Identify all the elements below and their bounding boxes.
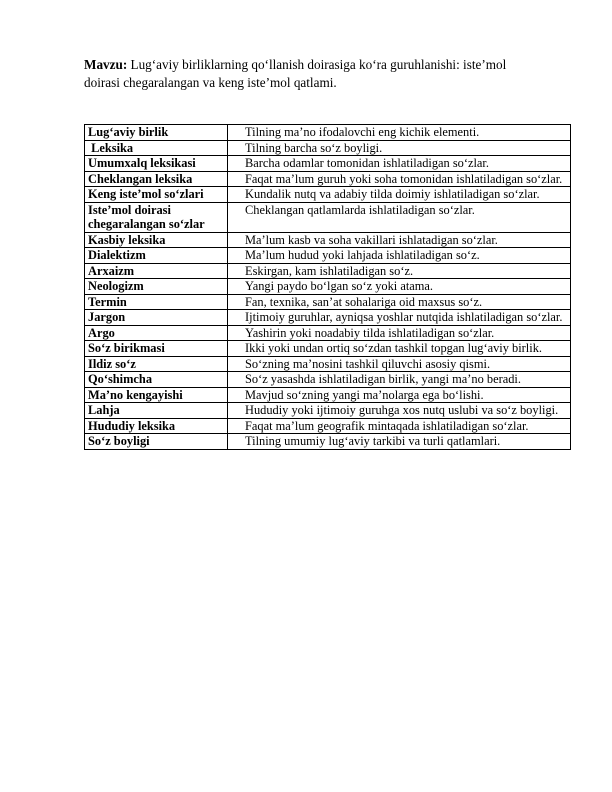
term-cell: Cheklangan leksika (85, 171, 228, 187)
term-cell: Termin (85, 294, 228, 310)
term-cell: Ildiz so‘z (85, 356, 228, 372)
table-row (85, 156, 571, 172)
definition-cell: Yashirin yoki noadabiy tilda ishlatiladigan so‘zlar. (228, 325, 571, 341)
table-row (85, 403, 571, 419)
table-row (85, 248, 571, 264)
table-row (85, 294, 571, 310)
topic-label: Mavzu: (84, 57, 128, 72)
term-cell: Keng iste’mol so‘zlari (85, 187, 228, 203)
definition-cell: Ma’lum hudud yoki lahjada ishlatiladigan so‘z. (228, 248, 571, 264)
terms-table (84, 124, 571, 450)
definition-cell: Faqat ma’lum geografik mintaqada ishlatiladigan so‘zlar. (228, 418, 571, 434)
term-cell: Ma’no kengayishi (85, 387, 228, 403)
table-row (85, 356, 571, 372)
table-row (85, 125, 571, 141)
term-cell: Jargon (85, 310, 228, 326)
definition-cell: Hududiy yoki ijtimoiy guruhga xos nutq uslubi va so‘z boyligi. (228, 403, 571, 419)
table-row (85, 387, 571, 403)
table-row (85, 325, 571, 341)
table-row (85, 263, 571, 279)
table-row (85, 279, 571, 295)
definition-cell: Tilning ma’no ifodalovchi eng kichik elementi. (228, 125, 571, 141)
table-row (85, 232, 571, 248)
definition-cell: Cheklangan qatlamlarda ishlatiladigan so‘zlar. (228, 202, 571, 232)
table-row (85, 202, 571, 232)
term-cell: Kasbiy leksika (85, 232, 228, 248)
term-cell: Argo (85, 325, 228, 341)
term-cell: Lahja (85, 403, 228, 419)
definition-cell: Ikki yoki undan ortiq so‘zdan tashkil topgan lug‘aviy birlik. (228, 341, 571, 357)
definition-cell: Fan, texnika, san’at sohalariga oid maxsus so‘z. (228, 294, 571, 310)
table-row (85, 341, 571, 357)
term-cell: Lug‘aviy birlik (85, 125, 228, 141)
definition-cell: Eskirgan, kam ishlatiladigan so‘z. (228, 263, 571, 279)
definition-cell: Ijtimoiy guruhlar, ayniqsa yoshlar nutqida ishlatiladigan so‘zlar. (228, 310, 571, 326)
table-row (85, 171, 571, 187)
table-row (85, 140, 571, 156)
definition-cell: So‘zning ma’nosini tashkil qiluvchi asosiy qismi. (228, 356, 571, 372)
definition-cell: Barcha odamlar tomonidan ishlatiladigan so‘zlar. (228, 156, 571, 172)
term-cell: Leksika (85, 140, 228, 156)
topic-heading (84, 56, 544, 92)
definition-cell: Mavjud so‘zning yangi ma’nolarga ega bo‘lishi. (228, 387, 571, 403)
topic-text: Lug‘aviy birliklarning qo‘llanish doirasiga ko‘ra guruhlanishi: iste’mol doirasi chegaralangan va keng iste’mol qatlami. (84, 57, 507, 90)
definition-cell: Tilning barcha so‘z boyligi. (228, 140, 571, 156)
term-cell: Hududiy leksika (85, 418, 228, 434)
definition-cell: Tilning umumiy lug‘aviy tarkibi va turli qatlamlari. (228, 434, 571, 450)
term-cell: So‘z boyligi (85, 434, 228, 450)
term-cell: Arxaizm (85, 263, 228, 279)
table-row (85, 187, 571, 203)
terms-table-body (85, 125, 571, 450)
term-cell: Neologizm (85, 279, 228, 295)
definition-cell: Faqat ma’lum guruh yoki soha tomonidan ishlatiladigan so‘zlar. (228, 171, 571, 187)
table-row (85, 434, 571, 450)
table-row (85, 372, 571, 388)
term-cell: Iste’mol doirasi chegaralangan so‘zlar (85, 202, 228, 232)
definition-cell: Yangi paydo bo‘lgan so‘z yoki atama. (228, 279, 571, 295)
definition-cell: So‘z yasashda ishlatiladigan birlik, yangi ma’no beradi. (228, 372, 571, 388)
definition-cell: Kundalik nutq va adabiy tilda doimiy ishlatiladigan so‘zlar. (228, 187, 571, 203)
term-cell: Dialektizm (85, 248, 228, 264)
table-row (85, 310, 571, 326)
table-row (85, 418, 571, 434)
term-cell: Umumxalq leksikasi (85, 156, 228, 172)
term-cell: So‘z birikmasi (85, 341, 228, 357)
term-cell: Qo‘shimcha (85, 372, 228, 388)
definition-cell: Ma’lum kasb va soha vakillari ishlatadigan so‘zlar. (228, 232, 571, 248)
